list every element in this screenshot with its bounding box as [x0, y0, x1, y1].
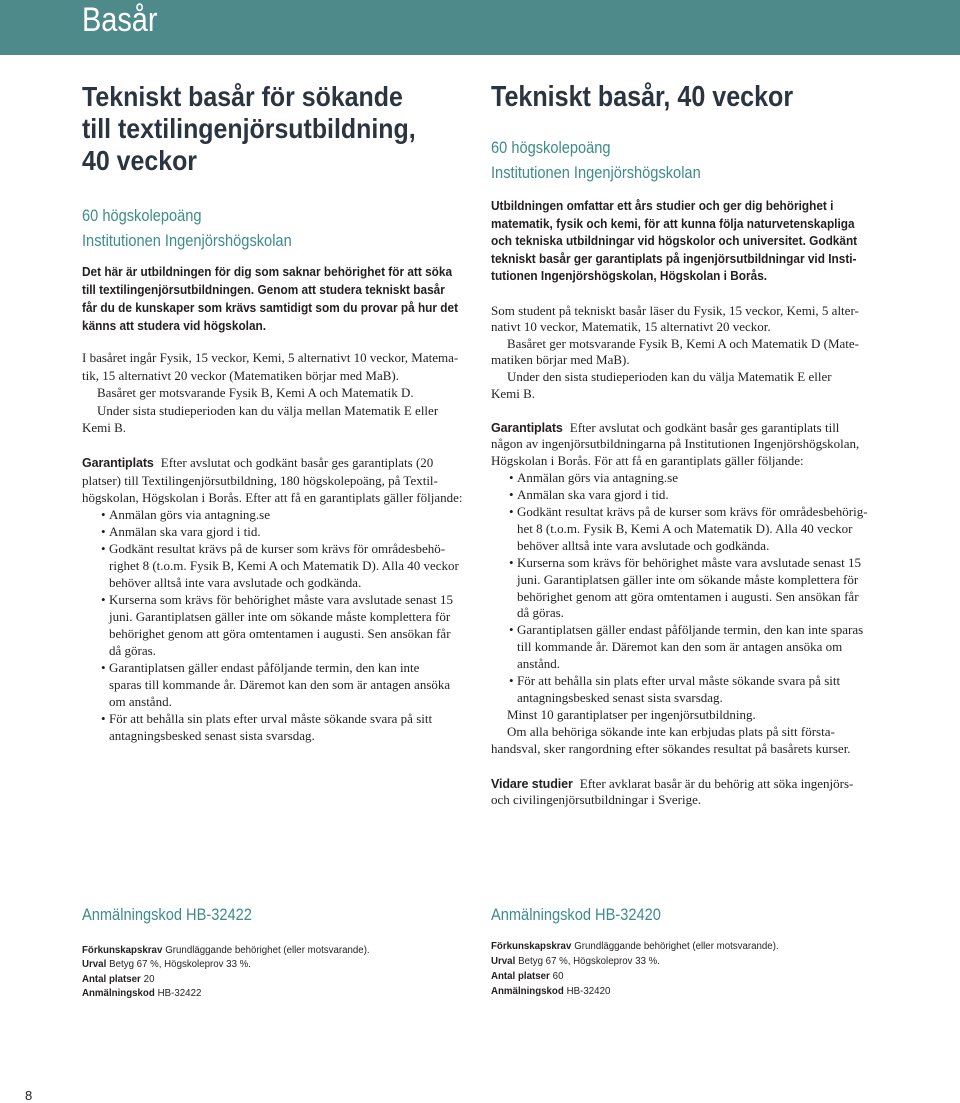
application-code-heading: Anmälningskod HB-32422 [82, 905, 252, 924]
bullet-line: behörighet genom att göra omtentamen i augusti. Sen ansökan får [517, 588, 859, 604]
bullet-line: • Kurserna som krävs för behörighet måste vara avslutade senast 15 [109, 591, 454, 607]
bullet-line: juni. Garantiplatsen gäller inte om sökande måste komplettera för [109, 608, 451, 624]
intro-line: matematik, fysik och kemi, för att kunna följa naturvetenskapliga [491, 215, 855, 231]
section-header-band [0, 0, 960, 55]
title-line: Tekniskt basår, 40 veckor [491, 81, 794, 113]
right-program-subtitle [491, 135, 735, 185]
institution-label: Institutionen Ingenjörshögskolan [82, 230, 292, 250]
credits-label: 60 högskolepoäng [82, 205, 202, 225]
institution-label: Institutionen Ingenjörshögskolan [491, 162, 701, 182]
body-line: matiken börjar med MaB). [491, 352, 630, 368]
left-body-paragraph [82, 349, 458, 437]
fact-value: 20 [143, 973, 155, 985]
fact-value: 60 [552, 970, 564, 982]
guarantee-line: Om alla behöriga sökande inte kan erbjudas plats på sitt första- [507, 723, 835, 739]
bullet-line: righet 8 (t.o.m. Fysik B, Kemi A och Matematik D). Alla 40 veckor [109, 557, 459, 573]
further-line: och civilingenjörsutbildningar i Sverige. [491, 792, 702, 808]
guarantee-line: högskolan, Högskolan i Borås. Efter att få en garantiplats gäller följande: [82, 489, 463, 505]
right-guarantee-section [491, 420, 868, 758]
fact-label: Förkunskapskrav [491, 940, 572, 952]
bullet-line: • Garantiplatsen gäller endast påföljande termin, den kan inte [109, 659, 420, 675]
bullet-line: • För att behålla sin plats efter urval måste sökande svara på sitt [109, 710, 433, 726]
bullet-item [491, 622, 868, 673]
fact-label: Anmälningskod [491, 985, 564, 997]
bullet-line: om anstånd. [109, 693, 172, 709]
title-line: till textilingenjörsutbildning, [82, 113, 416, 144]
bullet-line: • För att behålla sin plats efter urval måste sökande svara på sitt [517, 673, 841, 689]
fact-row [491, 969, 779, 984]
right-program-title [491, 81, 840, 113]
body-line: Kemi B. [82, 420, 127, 436]
bullet-line: • Anmälan ska vara gjord i tid. [517, 487, 669, 503]
left-intro-paragraph [82, 263, 495, 335]
guarantee-lead: Garantiplats [82, 455, 154, 470]
bullet-line: • Godkänt resultat krävs på de kurser som krävs för områdesbehörig- [517, 504, 868, 520]
fact-value: Grundläggande behörighet (eller motsvarande). [574, 940, 779, 952]
application-code-heading: Anmälningskod HB-32420 [491, 905, 661, 924]
bullet-item [82, 523, 463, 540]
bullet-line: • Garantiplatsen gäller endast påföljande termin, den kan inte sparas [517, 622, 864, 638]
body-line: I basåret ingår Fysik, 15 veckor, Kemi, 5 alternativt 10 veckor, Matema- [82, 350, 459, 366]
fact-row [491, 939, 779, 954]
fact-value: HB-32420 [566, 985, 611, 997]
bullet-line: då göras. [109, 642, 156, 658]
bullet-item [491, 555, 868, 623]
bullet-item [82, 540, 463, 591]
guarantee-line [491, 420, 868, 437]
fact-label: Anmälningskod [82, 987, 155, 999]
intro-line: Utbildningen omfattar ett års studier och ger dig behörighet i [491, 198, 834, 214]
guarantee-lead: Garantiplats [491, 420, 563, 435]
bullet-item [491, 470, 868, 487]
body-line: Basåret ger motsvarande Fysik B, Kemi A och Matematik D. [97, 385, 414, 401]
left-program-subtitle [82, 203, 326, 253]
fact-row [82, 973, 370, 987]
bullet-line: antagningsbesked senast sista svarsdag. [109, 727, 315, 743]
guarantee-text: Efter avslutat och godkänt basår ges garantiplats (20 [160, 454, 434, 470]
bullet-line: sparas till kommande år. Däremot kan den som är antagen ansöka [109, 676, 451, 692]
further-lead: Vidare studier [491, 776, 573, 791]
intro-line: till textilingenjörsutbildningen. Genom att studera tekniskt basår [82, 282, 445, 297]
fact-value: HB-32422 [157, 987, 202, 999]
bullet-item [82, 710, 463, 744]
body-line: nativt 10 veckor, Matematik, 15 alternativt 20 veckor. [491, 319, 771, 335]
fact-value: Betyg 67 %, Högskoleprov 33 %. [518, 955, 660, 967]
guarantee-line [82, 454, 463, 472]
right-further-studies [491, 776, 853, 809]
fact-value: Betyg 67 %, Högskoleprov 33 %. [109, 959, 251, 971]
fact-value: Grundläggande behörighet (eller motsvarande). [165, 945, 370, 956]
left-application-heading [82, 903, 280, 927]
intro-line: tekniskt basår ger garantiplats på ingenjörsutbildningar vid Insti- [491, 250, 857, 266]
credits-label: 60 högskolepoäng [491, 137, 611, 157]
bullet-line: het 8 (t.o.m. Fysik B, Kemi A och Matematik D). Alla 40 veckor [517, 520, 853, 536]
bullet-line: • Kurserna som krävs för behörighet måste vara avslutade senast 15 [517, 554, 862, 570]
bullet-item [82, 506, 463, 523]
further-line [491, 776, 853, 793]
body-line: Basåret ger motsvarande Fysik B, Kemi A och Matematik D (Mate- [507, 335, 860, 351]
bullet-item [491, 673, 868, 707]
bullet-item [491, 487, 868, 504]
intro-line: får du de kunskaper som krävs samtidigt som du provar på hur det [82, 300, 459, 315]
fact-row [491, 984, 779, 999]
left-guarantee-section [82, 454, 463, 744]
intro-line: känns att studera vid högskolan. [82, 318, 267, 333]
further-text: Efter avklarat basår är du behörig att söka ingenjörs- [579, 775, 854, 791]
fact-row [82, 958, 370, 972]
bullet-line: behöver alltså inte vara avslutade och godkända. [517, 537, 770, 553]
bullet-line: • Anmälan görs via antagning.se [517, 470, 679, 486]
body-line: Som student på tekniskt basår läser du Fysik, 15 veckor, Kemi, 5 alter- [491, 302, 859, 318]
bullet-line: antagningsbesked senast sista svarsdag. [517, 690, 723, 705]
guarantee-line: handsval, sker rangordning efter sökandes resultat på basårets kurser. [491, 740, 851, 756]
fact-row [82, 987, 370, 1001]
guarantee-text: Efter avslutat och godkänt basår ges garantiplats till [569, 419, 840, 435]
bullet-line: behörighet genom att göra omtentamen i augusti. Sen ansökan får [109, 625, 451, 641]
guarantee-line: Minst 10 garantiplatser per ingenjörsutbildning. [507, 706, 756, 722]
bullet-line: behöver alltså inte vara avslutade och godkända. [109, 574, 362, 590]
body-line: tik, 15 alternativt 20 veckor (Matematiken börjar med MaB). [82, 367, 399, 383]
title-line: 40 veckor [82, 145, 198, 176]
right-intro-paragraph [491, 197, 893, 285]
bullet-line: anstånd. [517, 656, 560, 672]
body-line: Under den sista studieperioden kan du välja Matematik E eller [507, 369, 832, 385]
bullet-line: då göras. [517, 605, 564, 621]
fact-label: Urval [82, 959, 107, 971]
bullet-line: juni. Garantiplatsen gäller inte om sökande måste komplettera för [517, 571, 859, 587]
intro-line: tutionen Ingenjörshögskolan, Högskolan i Borås. [491, 268, 768, 284]
intro-line: och tekniska utbildningar vid högskolor och universitet. Godkänt [491, 233, 858, 249]
fact-row [491, 954, 779, 969]
fact-label: Förkunskapskrav [82, 945, 163, 956]
title-line: Tekniskt basår för sökande [82, 81, 403, 112]
intro-line: Det här är utbildningen för dig som saknar behörighet för att söka [82, 264, 453, 279]
bullet-item [82, 659, 463, 710]
section-title: Basår [82, 1, 158, 39]
bullet-line: • Anmälan ska vara gjord i tid. [109, 523, 261, 539]
bullet-item [491, 504, 868, 555]
right-application-facts [491, 939, 788, 999]
left-application-facts [82, 944, 379, 1001]
bullet-item [82, 591, 463, 659]
fact-row [82, 944, 370, 958]
body-line: Under sista studieperioden kan du välja mellan Matematik E eller [97, 402, 439, 418]
right-application-heading [491, 903, 689, 927]
fact-label: Urval [491, 955, 516, 967]
guarantee-line: Högskolan i Borås. För att få en garantiplats gäller följande: [491, 453, 804, 469]
guarantee-line: någon av ingenjörsutbildningarna på Institutionen Ingenjörshögskolan, [491, 436, 860, 452]
fact-label: Antal platser [491, 970, 550, 982]
fact-label: Antal platser [82, 973, 141, 985]
bullet-line: • Anmälan görs via antagning.se [109, 506, 271, 522]
body-line: Kemi B. [491, 385, 536, 401]
page-number: 8 [25, 1088, 33, 1103]
bullet-line: • Godkänt resultat krävs på de kurser som krävs för områdesbehö- [109, 540, 446, 556]
bullet-line: till kommande år. Däremot kan den som är antagen ansöka om [517, 639, 843, 655]
guarantee-line: platser) till Textilingenjörsutbildning, 180 högskolepoäng, på Textil- [82, 472, 438, 488]
right-body-paragraph [491, 303, 859, 403]
left-program-title [82, 81, 457, 177]
